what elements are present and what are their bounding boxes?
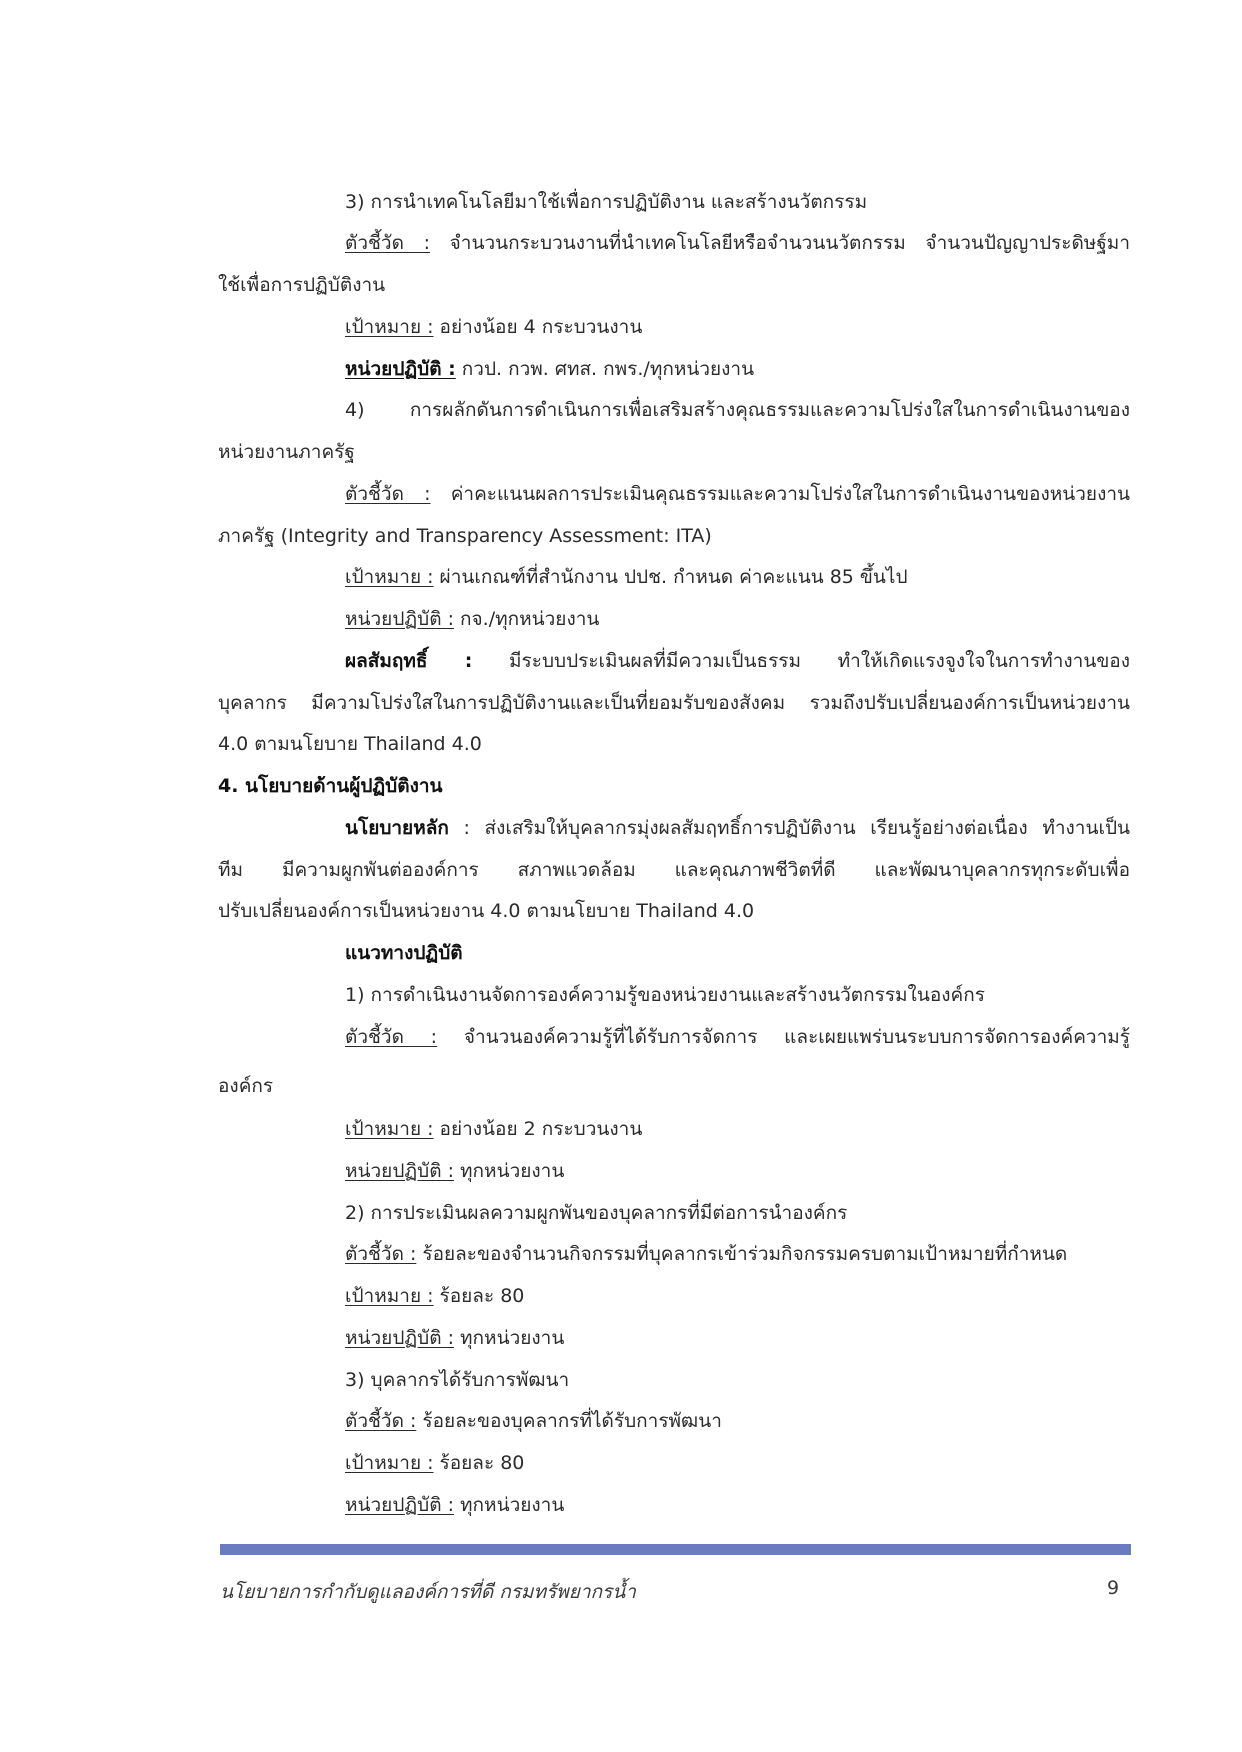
target-line [345,313,1130,341]
item-4-heading: 4) การผลักดันการดำเนินการเพื่อเสริมสร้างคุณธรรมและความโปร่งใสในการดำเนินงานของ [345,399,1130,421]
unit-label: หน่วยปฏิบัติ : [345,1494,454,1516]
main-policy-label: นโยบายหลัก [345,817,449,839]
page-number: 9 [1107,1577,1120,1599]
unit-text: กจ./ทุกหน่วยงาน [453,608,600,630]
main-policy-continuation: ปรับเปลี่ยนองค์การเป็นหน่วยงาน 4.0 ตามนโยบาย Thailand 4.0 [218,900,755,922]
indicator-text: จำนวนกระบวนงานที่นำเทคโนโลยีหรือจำนวนนวัตกรรม จำนวนปัญญาประดิษฐ์มา [429,232,1130,254]
outcome-line [345,647,1130,675]
target-text: ผ่านเกณฑ์ที่สำนักงาน ปปช. กำหนด ค่าคะแนน 85 ขึ้นไป [433,566,908,588]
unit-text: ทุกหน่วยงาน [453,1494,565,1516]
indicator-line [345,1023,1130,1051]
indicator-label: ตัวชี้วัด : [345,483,431,505]
unit-line [345,355,1130,383]
footer-title: นโยบายการกำกับดูแลองค์การที่ดี กรมทรัพยากรน้ำ [220,1581,636,1603]
section-4-heading: 4. นโยบายด้านผู้ปฏิบัติงาน [218,775,443,797]
unit-line [345,605,1130,633]
target-label: เป้าหมาย : [345,1285,434,1307]
indicator-text: ร้อยละของบุคลากรที่ได้รับการพัฒนา [416,1410,722,1432]
indicator-text: ค่าคะแนนผลการประเมินคุณธรรมและความโปร่งใสในการดำเนินงานของหน่วยงาน [430,483,1130,505]
item-4-continuation: หน่วยงานภาครัฐ [218,441,355,463]
item-2-heading: 2) การประเมินผลความผูกพันของบุคลากรที่มีต่อการนำองค์กร [345,1202,848,1224]
unit-line [345,1491,1130,1519]
main-policy-text: : ส่งเสริมให้บุคลากรมุ่งผลสัมฤทธิ์การปฏิบัติงาน เรียนรู้อย่างต่อเนื่อง ทำงานเป็น [448,817,1130,839]
indicator-label: ตัวชี้วัด : [345,1026,438,1048]
guideline-heading: แนวทางปฏิบัติ [345,942,463,964]
indicator-line [345,480,1130,508]
target-label: เป้าหมาย : [345,1118,434,1140]
target-label: เป้าหมาย : [345,566,434,588]
target-label: เป้าหมาย : [345,1452,434,1474]
target-line [345,1282,1130,1310]
unit-text: กวป. กวพ. ศทส. กพร./ทุกหน่วยงาน [455,358,755,380]
unit-label: หน่วยปฏิบัติ : [345,608,454,630]
main-policy-continuation: ทีม มีความผูกพันต่อองค์การ สภาพแวดล้อม และคุณภาพชีวิตที่ดี และพัฒนาบุคลากรทุกระดับเพื่อ [218,859,1130,881]
outcome-continuation: บุคลากร มีความโปร่งใสในการปฏิบัติงานและเป็นที่ยอมรับของสังคม รวมถึงปรับเปลี่ยนองค์การเป็นหน่วยงาน [218,692,1130,714]
target-text: ร้อยละ 80 [433,1452,525,1474]
target-text: ร้อยละ 80 [433,1285,525,1307]
outcome-text: มีระบบประเมินผลที่มีความเป็นธรรม ทำให้เกิดแรงจูงใจในการทำงานของ [472,650,1130,672]
item-3-heading: 3) การนำเทคโนโลยีมาใช้เพื่อการปฏิบัติงาน และสร้างนวัตกรรม [345,191,868,213]
unit-line [345,1157,1130,1185]
indicator-continuation: ใช้เพื่อการปฏิบัติงาน [218,274,386,296]
indicator-label: ตัวชี้วัด : [345,1410,417,1432]
unit-text: ทุกหน่วยงาน [453,1327,565,1349]
unit-label: หน่วยปฏิบัติ : [345,358,456,380]
indicator-text: ร้อยละของจำนวนกิจกรรมที่บุคลากรเข้าร่วมกิจกรรมครบตามเป้าหมายที่กำหนด [416,1243,1068,1265]
item-1-heading: 1) การดำเนินงานจัดการองค์ความรู้ของหน่วยงานและสร้างนวัตกรรมในองค์กร [345,984,985,1006]
indicator-line [345,1407,1130,1435]
unit-label: หน่วยปฏิบัติ : [345,1327,454,1349]
indicator-line [345,229,1130,257]
target-line [345,563,1130,591]
outcome-label: ผลสัมฤทธิ์ : [345,650,473,672]
target-text: อย่างน้อย 2 กระบวนงาน [433,1118,643,1140]
target-line [345,1115,1130,1143]
indicator-continuation: องค์กร [218,1075,274,1097]
main-policy-line [345,814,1130,842]
item-3-heading: 3) บุคลากรได้รับการพัฒนา [345,1369,570,1391]
indicator-continuation: ภาครัฐ (Integrity and Transparency Assessment: ITA) [218,525,712,547]
footer-divider [220,1544,1131,1555]
unit-label: หน่วยปฏิบัติ : [345,1160,454,1182]
unit-line [345,1324,1130,1352]
indicator-label: ตัวชี้วัด : [345,232,430,254]
target-label: เป้าหมาย : [345,316,434,338]
indicator-text: จำนวนองค์ความรู้ที่ได้รับการจัดการ และเผยแพร่บนระบบการจัดการองค์ความรู้ [437,1026,1130,1048]
unit-text: ทุกหน่วยงาน [453,1160,565,1182]
outcome-continuation: 4.0 ตามนโยบาย Thailand 4.0 [218,733,482,755]
indicator-line [345,1240,1130,1268]
target-text: อย่างน้อย 4 กระบวนงาน [433,316,643,338]
target-line [345,1449,1130,1477]
indicator-label: ตัวชี้วัด : [345,1243,417,1265]
